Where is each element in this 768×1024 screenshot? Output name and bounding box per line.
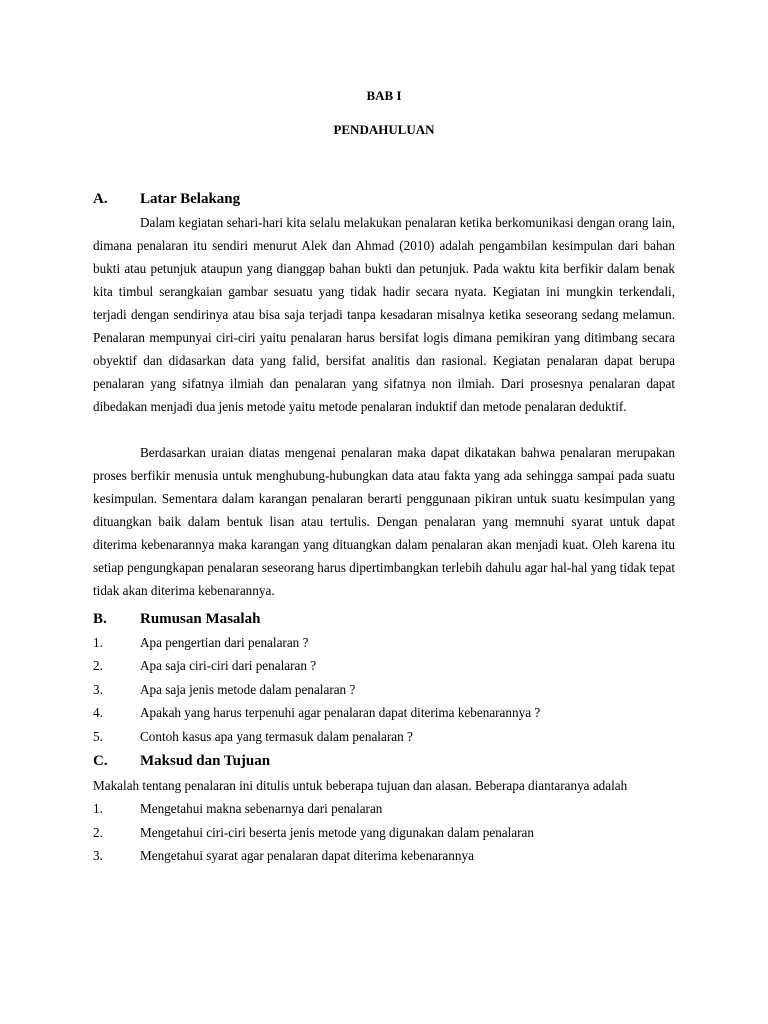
section-b-letter: B.	[93, 611, 107, 627]
section-c-letter: C.	[93, 753, 108, 769]
chapter-number: BAB I	[366, 88, 402, 103]
section-b-title: Rumusan Masalah	[140, 611, 261, 627]
section-a-letter: A.	[93, 191, 108, 207]
section-c-title: Maksud dan Tujuan	[140, 753, 271, 769]
section-a-paragraph-1: Dalam kegiatan sehari-hari kita selalu melakukan penalaran ketika berkomunikasi dengan orang lain, dimana penalaran itu sendiri menurut Alek dan Ahmad (2010) adalah pengambilan kesimpulan dari bahan bukti atau petunjuk ataupun yang dianggap bahan bukti dan petunjuk. Pada waktu kita berfikir dalam benak kita timbul serangkaian gambar sesuatu yang tidak hadir secara nyata. Kegiatan ini mungkin terkendali, terjadi dengan sendirinya atau bisa saja terjadi tanpa kesadaran misalnya ketika seseorang sedang melamun. Penalaran mempunyai ciri-ciri yaitu penalaran harus bersifat logis dimana pemikiran yang ditimbang secara obyektif dan didasarkan data yang falid, bersifat analitis dan rasional. Kegiatan penalaran dapat berupa penalaran yang sifatnya ilmiah dan penalaran yang sifatnya non ilmiah. Dari prosesnya penalaran dapat dibedakan menjadi dua jenis metode yaitu metode penalaran induktif dan metode penalaran deduktif.	[93, 215, 675, 414]
chapter-title: PENDAHULUAN	[333, 122, 435, 137]
section-a-paragraph-2: Berdasarkan uraian diatas mengenai penalaran maka dapat dikatakan bahwa penalaran merupakan proses berfikir menusia untuk menghubung-hubungkan data atau fakta yang ada sehingga sampai pada suatu kesimpulan. Sementara dalam karangan penalaran berarti penggunaan pikiran untuk suatu kesimpulan yang dituangkan baik dalam bentuk lisan atau tertulis. Dengan penalaran yang memnuhi syarat untuk dapat diterima kebenarannya maka karangan yang dituangkan dalam penalaran akan menjadi kuat. Oleh karena itu setiap pengungkapan penalaran seseorang harus dipertimbangkan terlebih dahulu agar hal-hal yang tidak tepat tidak akan diterima kebenarannya.	[93, 445, 675, 598]
document-page: BAB I PENDAHULUAN A. Latar Belakang Dalam kegiatan sehari-hari kita selalu melakukan penalaran ketika berkomunikasi dengan orang lain, dimana penalaran itu sendiri menurut Alek dan Ahmad (2010) adalah pengambilan kesimpulan dari bahan bukti atau petunjuk ataupun yang dianggap bahan bukti dan petunjuk. Pada waktu kita berfikir dalam benak kita timbul serangkaian gambar sesuatu yang tidak hadir secara nyata. Kegiatan ini mungkin terkendali, terjadi dengan sendirinya atau bisa saja terjadi tanpa kesadaran misalnya ketika seseorang sedang melamun. Penalaran mempunyai ciri-ciri yaitu penalaran harus bersifat logis dimana pemikiran yang ditimbang secara obyektif dan didasarkan data yang falid, bersifat analitis dan rasional. Kegiatan penalaran dapat berupa penalaran yang sifatnya ilmiah dan penalaran yang sifatnya non ilmiah. Dari prosesnya penalaran dapat dibedakan menjadi dua jenis metode yaitu metode penalaran induktif dan metode penalaran deduktif. Berdasarkan uraian diatas mengenai penalaran maka dapat dikatakan bahwa penalaran merupakan proses berfikir menusia untuk menghubung-hubungkan data atau fakta yang ada sehingga sampai pada suatu kesimpulan. Sementara dalam karangan penalaran berarti penggunaan pikiran untuk suatu kesimpulan yang dituangkan baik dalam bentuk lisan atau tertulis. Dengan penalaran yang memnuhi syarat untuk dapat diterima kebenarannya maka karangan yang dituangkan dalam penalaran akan menjadi kuat. Oleh karena itu setiap pengungkapan penalaran seseorang harus dipertimbangkan terlebih dahulu agar hal-hal yang tidak tepat tidak akan diterima kebenarannya. B. Rumusan Masalah 1. Apa pengertian dari penalaran ? 2. Apa saja ciri-ciri dari penalaran ? 3. Apa saja jenis metode dalam penalaran ? 4. Apakah yang harus terpenuhi agar penalaran dapat diterima kebenarannya ? 5. Contoh kasus apa yang termasuk dalam penalaran ? C. Maksud dan Tujuan Makalah tentang penalaran ini ditulis untuk beberapa tujuan dan alasan. Beberapa diantaranya adalah 1. Mengetahui makna sebenarnya dari penalaran 2. Mengetahui ciri-ciri beserta jenis metode yang digunakan dalam penalaran 3. Mengetahui syarat agar penalaran dapat diterima kebenarannya	[0, 0, 768, 1024]
section-a-title: Latar Belakang	[140, 191, 241, 207]
section-c-intro: Makalah tentang penalaran ini ditulis untuk beberapa tujuan dan alasan. Beberapa diantaranya adalah	[93, 778, 628, 793]
